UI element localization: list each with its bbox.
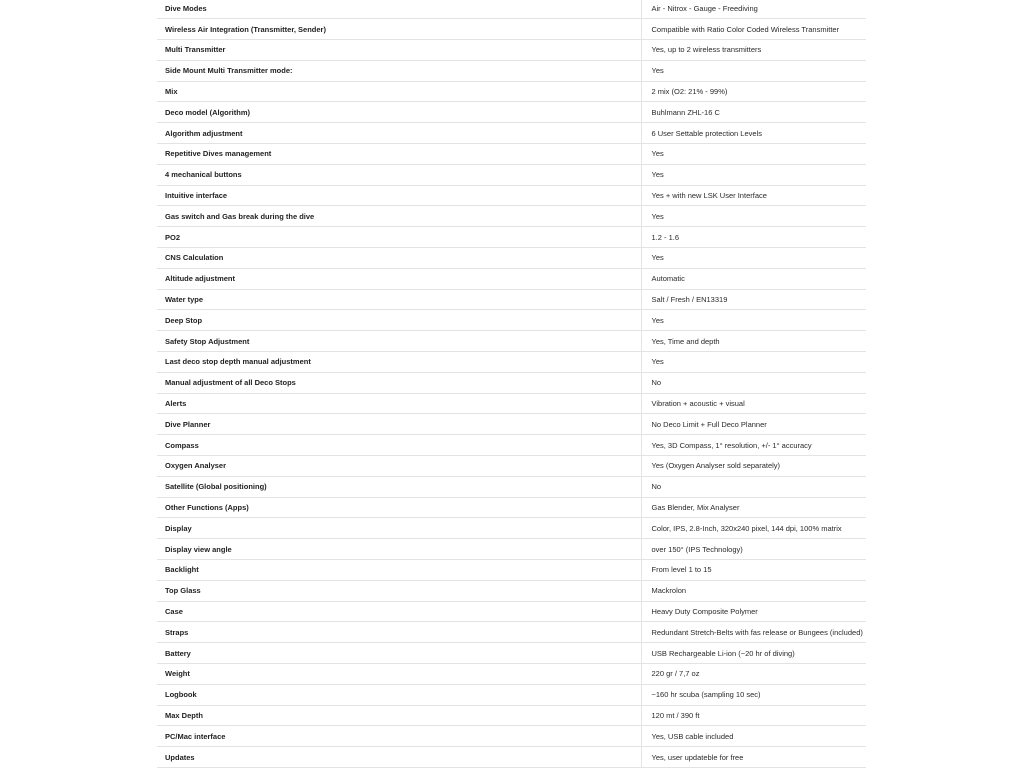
spec-value: No Deco Limit + Full Deco Planner bbox=[641, 414, 866, 435]
spec-label: 4 mechanical buttons bbox=[157, 164, 641, 185]
table-row bbox=[157, 560, 866, 581]
spec-value: Color, IPS, 2.8-Inch, 320x240 pixel, 144 dpi, 100% matrix bbox=[641, 518, 866, 539]
table-row bbox=[157, 726, 866, 747]
table-row bbox=[157, 414, 866, 435]
spec-label: Manual adjustment of all Deco Stops bbox=[157, 372, 641, 393]
table-row bbox=[157, 643, 866, 664]
spec-value: Air - Nitrox - Gauge - Freediving bbox=[641, 0, 866, 19]
table-row bbox=[157, 539, 866, 560]
spec-label: Other Functions (Apps) bbox=[157, 497, 641, 518]
spec-value: 1.2 - 1.6 bbox=[641, 227, 866, 248]
spec-label: Compass bbox=[157, 435, 641, 456]
spec-label: Algorithm adjustment bbox=[157, 123, 641, 144]
spec-label: Deco model (Algorithm) bbox=[157, 102, 641, 123]
spec-value: Yes + with new LSK User Interface bbox=[641, 185, 866, 206]
spec-label: Deep Stop bbox=[157, 310, 641, 331]
table-row bbox=[157, 164, 866, 185]
spec-label: PC/Mac interface bbox=[157, 726, 641, 747]
table-row bbox=[157, 123, 866, 144]
spec-value: No bbox=[641, 372, 866, 393]
spec-value: No bbox=[641, 476, 866, 497]
spec-value: Yes (Oxygen Analyser sold separately) bbox=[641, 456, 866, 477]
spec-label: Dive Planner bbox=[157, 414, 641, 435]
spec-label: Last deco stop depth manual adjustment bbox=[157, 352, 641, 373]
table-row bbox=[157, 102, 866, 123]
table-row bbox=[157, 60, 866, 81]
spec-value: Buhlmann ZHL-16 C bbox=[641, 102, 866, 123]
table-row bbox=[157, 227, 866, 248]
spec-value: From level 1 to 15 bbox=[641, 560, 866, 581]
spec-value: Yes bbox=[641, 352, 866, 373]
spec-label: Alerts bbox=[157, 393, 641, 414]
spec-value: Compatible with Ratio Color Coded Wireless Transmitter bbox=[641, 19, 866, 40]
table-row bbox=[157, 19, 866, 40]
spec-label: Safety Stop Adjustment bbox=[157, 331, 641, 352]
table-row bbox=[157, 310, 866, 331]
spec-value: Redundant Stretch-Belts with fas release or Bungees (included) bbox=[641, 622, 866, 643]
spec-value: Gas Blender, Mix Analyser bbox=[641, 497, 866, 518]
specifications-table bbox=[157, 0, 866, 768]
table-row bbox=[157, 435, 866, 456]
table-row bbox=[157, 580, 866, 601]
spec-value: 2 mix (O2: 21% - 99%) bbox=[641, 81, 866, 102]
table-row bbox=[157, 747, 866, 768]
spec-label: Top Glass bbox=[157, 580, 641, 601]
spec-value: Salt / Fresh / EN13319 bbox=[641, 289, 866, 310]
spec-label: Weight bbox=[157, 664, 641, 685]
spec-label: Display view angle bbox=[157, 539, 641, 560]
spec-value: Yes bbox=[641, 206, 866, 227]
spec-value: Yes bbox=[641, 164, 866, 185]
table-row bbox=[157, 81, 866, 102]
table-row bbox=[157, 664, 866, 685]
spec-value: Yes bbox=[641, 144, 866, 165]
table-row bbox=[157, 601, 866, 622]
spec-label: Altitude adjustment bbox=[157, 268, 641, 289]
spec-value: Yes bbox=[641, 310, 866, 331]
spec-label: Multi Transmitter bbox=[157, 40, 641, 61]
spec-value: Yes, USB cable included bbox=[641, 726, 866, 747]
table-row bbox=[157, 289, 866, 310]
spec-value: Yes bbox=[641, 60, 866, 81]
spec-label: PO2 bbox=[157, 227, 641, 248]
spec-label: Water type bbox=[157, 289, 641, 310]
table-row bbox=[157, 248, 866, 269]
spec-label: Backlight bbox=[157, 560, 641, 581]
spec-label: Intuitive interface bbox=[157, 185, 641, 206]
spec-label: Wireless Air Integration (Transmitter, Sender) bbox=[157, 19, 641, 40]
table-row bbox=[157, 372, 866, 393]
table-row bbox=[157, 268, 866, 289]
spec-label: Mix bbox=[157, 81, 641, 102]
spec-label: Display bbox=[157, 518, 641, 539]
table-row bbox=[157, 144, 866, 165]
spec-label: Battery bbox=[157, 643, 641, 664]
table-row bbox=[157, 476, 866, 497]
table-row bbox=[157, 352, 866, 373]
spec-label: Straps bbox=[157, 622, 641, 643]
spec-value: 120 mt / 390 ft bbox=[641, 705, 866, 726]
table-row bbox=[157, 456, 866, 477]
table-row bbox=[157, 497, 866, 518]
spec-label: CNS Calculation bbox=[157, 248, 641, 269]
spec-value: 6 User Settable protection Levels bbox=[641, 123, 866, 144]
spec-label: Logbook bbox=[157, 684, 641, 705]
spec-value: USB Rechargeable Li-ion (~20 hr of diving) bbox=[641, 643, 866, 664]
table-row bbox=[157, 705, 866, 726]
table-row bbox=[157, 684, 866, 705]
specifications-table-body bbox=[157, 0, 866, 767]
spec-label: Repetitive Dives management bbox=[157, 144, 641, 165]
spec-value: Yes bbox=[641, 248, 866, 269]
spec-value: Yes, up to 2 wireless transmitters bbox=[641, 40, 866, 61]
spec-value: Yes, Time and depth bbox=[641, 331, 866, 352]
spec-label: Gas switch and Gas break during the dive bbox=[157, 206, 641, 227]
spec-value: Heavy Duty Composite Polymer bbox=[641, 601, 866, 622]
spec-value: 220 gr / 7,7 oz bbox=[641, 664, 866, 685]
spec-label: Max Depth bbox=[157, 705, 641, 726]
specifications-table-wrapper bbox=[157, 0, 866, 768]
table-row bbox=[157, 0, 866, 19]
table-row bbox=[157, 40, 866, 61]
spec-label: Updates bbox=[157, 747, 641, 768]
spec-value: Mackrolon bbox=[641, 580, 866, 601]
table-row bbox=[157, 518, 866, 539]
spec-value: ~160 hr scuba (sampling 10 sec) bbox=[641, 684, 866, 705]
table-row bbox=[157, 185, 866, 206]
table-row bbox=[157, 331, 866, 352]
spec-label: Oxygen Analyser bbox=[157, 456, 641, 477]
table-row bbox=[157, 393, 866, 414]
spec-value: over 150° (IPS Technology) bbox=[641, 539, 866, 560]
spec-label: Case bbox=[157, 601, 641, 622]
spec-value: Yes, 3D Compass, 1° resolution, +/- 1° accuracy bbox=[641, 435, 866, 456]
spec-value: Vibration + acoustic + visual bbox=[641, 393, 866, 414]
spec-label: Satellite (Global positioning) bbox=[157, 476, 641, 497]
spec-label: Side Mount Multi Transmitter mode: bbox=[157, 60, 641, 81]
table-row bbox=[157, 622, 866, 643]
spec-value: Yes, user updateble for free bbox=[641, 747, 866, 768]
table-row bbox=[157, 206, 866, 227]
spec-label: Dive Modes bbox=[157, 0, 641, 19]
spec-value: Automatic bbox=[641, 268, 866, 289]
